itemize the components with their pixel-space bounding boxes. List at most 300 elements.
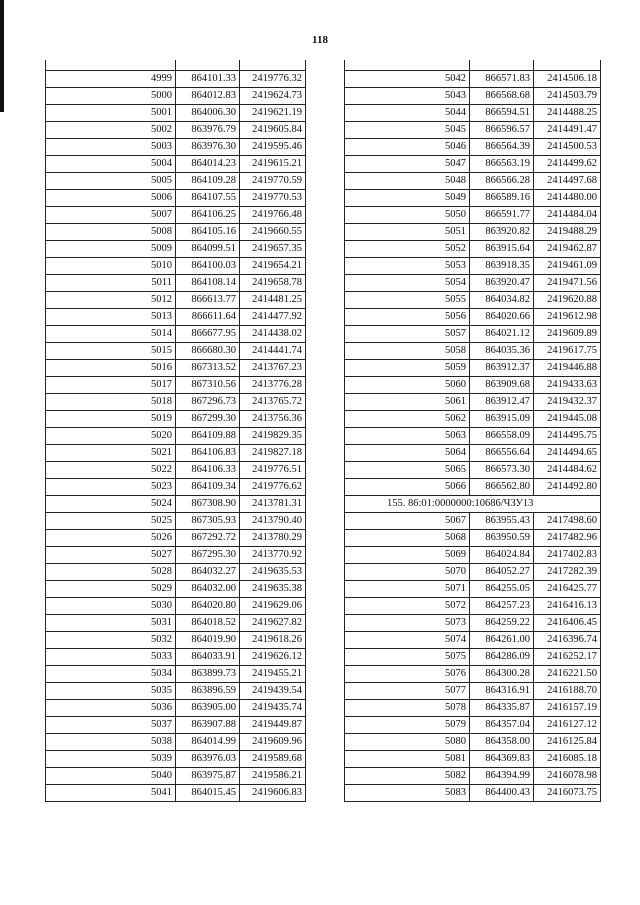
point-number-cell: 5007	[46, 207, 176, 224]
y-coordinate-cell: 2416221.50	[534, 666, 601, 683]
x-coordinate-cell: 864035.36	[470, 343, 534, 360]
table-row	[345, 88, 601, 105]
table-row	[345, 309, 601, 326]
y-coordinate-cell: 2413767.23	[240, 360, 306, 377]
table-row	[46, 258, 306, 275]
point-number-cell: 5022	[46, 462, 176, 479]
table-row	[46, 156, 306, 173]
table-row	[46, 190, 306, 207]
y-coordinate-cell: 2419462.87	[534, 241, 601, 258]
y-coordinate-cell: 2416078.98	[534, 768, 601, 785]
x-coordinate-cell: 864014.99	[176, 734, 240, 751]
point-number-cell: 5064	[345, 445, 470, 462]
table-row	[345, 751, 601, 768]
point-number-cell: 5082	[345, 768, 470, 785]
x-coordinate-cell: 864369.83	[470, 751, 534, 768]
table-row	[345, 513, 601, 530]
point-number-cell: 5072	[345, 598, 470, 615]
table-row	[345, 122, 601, 139]
y-coordinate-cell: 2419612.98	[534, 309, 601, 326]
point-number-cell: 5059	[345, 360, 470, 377]
point-number-cell: 5078	[345, 700, 470, 717]
x-coordinate-cell: 863915.64	[470, 241, 534, 258]
x-coordinate-cell: 866564.39	[470, 139, 534, 156]
page-number: 118	[312, 34, 328, 46]
y-coordinate-cell: 2414500.53	[534, 139, 601, 156]
y-coordinate-cell: 2419621.19	[240, 105, 306, 122]
x-coordinate-cell: 864018.52	[176, 615, 240, 632]
point-number-cell: 5037	[46, 717, 176, 734]
table-row	[46, 632, 306, 649]
point-number-cell: 5055	[345, 292, 470, 309]
table-row	[345, 71, 601, 88]
y-coordinate-cell: 2419461.09	[534, 258, 601, 275]
y-coordinate-cell: 2414495.75	[534, 428, 601, 445]
x-coordinate-cell: 863950.59	[470, 530, 534, 547]
x-coordinate-cell: 864107.55	[176, 190, 240, 207]
table-row	[46, 700, 306, 717]
x-coordinate-cell: 864335.87	[470, 700, 534, 717]
table-row	[345, 530, 601, 547]
point-number-cell: 5058	[345, 343, 470, 360]
point-number-cell: 5029	[46, 581, 176, 598]
x-coordinate-cell: 866566.28	[470, 173, 534, 190]
x-coordinate-cell: 864033.91	[176, 649, 240, 666]
table-row	[345, 377, 601, 394]
x-coordinate-cell: 863915.09	[470, 411, 534, 428]
point-number-cell: 5036	[46, 700, 176, 717]
y-coordinate-cell: 2417402.83	[534, 547, 601, 564]
x-coordinate-cell: 866573.30	[470, 462, 534, 479]
x-coordinate-cell: 866589.16	[470, 190, 534, 207]
point-number-cell: 5066	[345, 479, 470, 496]
x-coordinate-cell: 864012.83	[176, 88, 240, 105]
table-row	[46, 496, 306, 513]
point-number-cell: 5042	[345, 71, 470, 88]
point-number-cell: 5026	[46, 530, 176, 547]
table-row	[46, 717, 306, 734]
point-number-cell: 5008	[46, 224, 176, 241]
table-row	[345, 394, 601, 411]
y-coordinate-cell: 2413776.28	[240, 377, 306, 394]
y-coordinate-cell: 2414492.80	[534, 479, 601, 496]
table-row	[46, 768, 306, 785]
x-coordinate-cell: 864032.00	[176, 581, 240, 598]
point-number-cell: 5028	[46, 564, 176, 581]
point-number-cell: 5074	[345, 632, 470, 649]
y-coordinate-cell: 2414480.00	[534, 190, 601, 207]
table-row	[46, 513, 306, 530]
x-coordinate-cell: 863905.00	[176, 700, 240, 717]
y-coordinate-cell: 2419617.75	[534, 343, 601, 360]
point-number-cell: 4999	[46, 71, 176, 88]
x-coordinate-cell: 864105.16	[176, 224, 240, 241]
y-coordinate-cell: 2413770.92	[240, 547, 306, 564]
x-coordinate-cell: 863912.37	[470, 360, 534, 377]
y-coordinate-cell: 2417282.39	[534, 564, 601, 581]
point-number-cell: 5063	[345, 428, 470, 445]
y-coordinate-cell: 2419488.29	[534, 224, 601, 241]
x-coordinate-cell: 863920.47	[470, 275, 534, 292]
x-coordinate-cell: 864052.27	[470, 564, 534, 581]
y-coordinate-cell: 2419658.78	[240, 275, 306, 292]
point-number-cell: 5046	[345, 139, 470, 156]
table-row	[345, 360, 601, 377]
x-coordinate-cell: 866562.80	[470, 479, 534, 496]
y-coordinate-cell: 2414497.68	[534, 173, 601, 190]
point-number-cell: 5018	[46, 394, 176, 411]
table-row	[46, 530, 306, 547]
y-coordinate-cell: 2414488.25	[534, 105, 601, 122]
point-number-cell: 5020	[46, 428, 176, 445]
table-row	[345, 224, 601, 241]
x-coordinate-cell: 863976.79	[176, 122, 240, 139]
table-top-gap	[345, 60, 601, 71]
x-coordinate-cell: 867296.73	[176, 394, 240, 411]
y-coordinate-cell: 2419627.82	[240, 615, 306, 632]
x-coordinate-cell: 864101.33	[176, 71, 240, 88]
x-coordinate-cell: 864316.91	[470, 683, 534, 700]
y-coordinate-cell: 2414481.25	[240, 292, 306, 309]
y-coordinate-cell: 2413756.36	[240, 411, 306, 428]
table-row	[46, 581, 306, 598]
y-coordinate-cell: 2416425.77	[534, 581, 601, 598]
x-coordinate-cell: 863912.47	[470, 394, 534, 411]
point-number-cell: 5054	[345, 275, 470, 292]
y-coordinate-cell: 2416396.74	[534, 632, 601, 649]
y-coordinate-cell: 2416157.19	[534, 700, 601, 717]
x-coordinate-cell: 866613.77	[176, 292, 240, 309]
y-coordinate-cell: 2414484.04	[534, 207, 601, 224]
y-coordinate-cell: 2416252.17	[534, 649, 601, 666]
x-coordinate-cell: 864109.34	[176, 479, 240, 496]
y-coordinate-cell: 2419439.54	[240, 683, 306, 700]
point-number-cell: 5053	[345, 258, 470, 275]
point-number-cell: 5006	[46, 190, 176, 207]
x-coordinate-cell: 864024.84	[470, 547, 534, 564]
table-row	[46, 394, 306, 411]
x-coordinate-cell: 864109.88	[176, 428, 240, 445]
x-coordinate-cell: 864021.12	[470, 326, 534, 343]
point-number-cell: 5080	[345, 734, 470, 751]
y-coordinate-cell: 2414477.92	[240, 309, 306, 326]
point-number-cell: 5071	[345, 581, 470, 598]
y-coordinate-cell: 2413781.31	[240, 496, 306, 513]
table-row	[46, 139, 306, 156]
point-number-cell: 5031	[46, 615, 176, 632]
section-header: 155. 86:01:0000000:10686/ЧЗУ13	[345, 496, 601, 513]
x-coordinate-cell: 866568.68	[470, 88, 534, 105]
x-coordinate-cell: 864255.05	[470, 581, 534, 598]
x-coordinate-cell: 864400.43	[470, 785, 534, 802]
y-coordinate-cell: 2419449.87	[240, 717, 306, 734]
y-coordinate-cell: 2413765.72	[240, 394, 306, 411]
x-coordinate-cell: 866558.09	[470, 428, 534, 445]
x-coordinate-cell: 867308.90	[176, 496, 240, 513]
point-number-cell: 5013	[46, 309, 176, 326]
point-number-cell: 5035	[46, 683, 176, 700]
y-coordinate-cell: 2417498.60	[534, 513, 601, 530]
x-coordinate-cell: 864109.28	[176, 173, 240, 190]
point-number-cell: 5038	[46, 734, 176, 751]
y-coordinate-cell: 2419586.21	[240, 768, 306, 785]
x-coordinate-cell: 863909.68	[470, 377, 534, 394]
x-coordinate-cell: 866556.64	[470, 445, 534, 462]
x-coordinate-cell: 866680.30	[176, 343, 240, 360]
y-coordinate-cell: 2414506.18	[534, 71, 601, 88]
x-coordinate-cell: 864032.27	[176, 564, 240, 581]
point-number-cell: 5057	[345, 326, 470, 343]
point-number-cell: 5044	[345, 105, 470, 122]
table-row	[345, 700, 601, 717]
coordinates-table-right	[344, 60, 601, 802]
y-coordinate-cell: 2419609.89	[534, 326, 601, 343]
point-number-cell: 5049	[345, 190, 470, 207]
scan-edge-mark	[0, 0, 4, 112]
table-row	[345, 615, 601, 632]
x-coordinate-cell: 864034.82	[470, 292, 534, 309]
y-coordinate-cell: 2416127.12	[534, 717, 601, 734]
table-row	[345, 156, 601, 173]
table-row	[345, 768, 601, 785]
x-coordinate-cell: 864100.03	[176, 258, 240, 275]
x-coordinate-cell: 864300.28	[470, 666, 534, 683]
table-row	[46, 326, 306, 343]
y-coordinate-cell: 2413780.29	[240, 530, 306, 547]
y-coordinate-cell: 2414503.79	[534, 88, 601, 105]
table-row	[46, 683, 306, 700]
x-coordinate-cell: 863955.43	[470, 513, 534, 530]
point-number-cell: 5015	[46, 343, 176, 360]
x-coordinate-cell: 864257.23	[470, 598, 534, 615]
point-number-cell: 5045	[345, 122, 470, 139]
point-number-cell: 5030	[46, 598, 176, 615]
table-row	[46, 445, 306, 462]
coordinates-table-left	[45, 60, 306, 802]
x-coordinate-cell: 864261.00	[470, 632, 534, 649]
table-row	[345, 343, 601, 360]
point-number-cell: 5070	[345, 564, 470, 581]
table-row	[345, 258, 601, 275]
y-coordinate-cell: 2419660.55	[240, 224, 306, 241]
point-number-cell: 5067	[345, 513, 470, 530]
table-row	[46, 241, 306, 258]
x-coordinate-cell: 866591.77	[470, 207, 534, 224]
table-row	[345, 326, 601, 343]
point-number-cell: 5033	[46, 649, 176, 666]
table-row	[46, 377, 306, 394]
table-row	[46, 547, 306, 564]
x-coordinate-cell: 863918.35	[470, 258, 534, 275]
x-coordinate-cell: 867305.93	[176, 513, 240, 530]
y-coordinate-cell: 2419770.59	[240, 173, 306, 190]
point-number-cell: 5001	[46, 105, 176, 122]
table-row	[46, 173, 306, 190]
x-coordinate-cell: 867292.72	[176, 530, 240, 547]
x-coordinate-cell: 864015.45	[176, 785, 240, 802]
y-coordinate-cell: 2414441.74	[240, 343, 306, 360]
table-row	[46, 428, 306, 445]
point-number-cell: 5077	[345, 683, 470, 700]
y-coordinate-cell: 2419433.63	[534, 377, 601, 394]
y-coordinate-cell: 2419446.88	[534, 360, 601, 377]
table-row	[46, 122, 306, 139]
point-number-cell: 5023	[46, 479, 176, 496]
point-number-cell: 5025	[46, 513, 176, 530]
table-row	[46, 751, 306, 768]
table-row	[345, 666, 601, 683]
point-number-cell: 5051	[345, 224, 470, 241]
x-coordinate-cell: 863907.88	[176, 717, 240, 734]
y-coordinate-cell: 2419654.21	[240, 258, 306, 275]
point-number-cell: 5040	[46, 768, 176, 785]
point-number-cell: 5048	[345, 173, 470, 190]
x-coordinate-cell: 866596.57	[470, 122, 534, 139]
point-number-cell: 5069	[345, 547, 470, 564]
x-coordinate-cell: 867295.30	[176, 547, 240, 564]
table-row	[345, 632, 601, 649]
point-number-cell: 5081	[345, 751, 470, 768]
point-number-cell: 5083	[345, 785, 470, 802]
y-coordinate-cell: 2419624.73	[240, 88, 306, 105]
table-row	[345, 292, 601, 309]
y-coordinate-cell: 2419770.53	[240, 190, 306, 207]
y-coordinate-cell: 2416406.45	[534, 615, 601, 632]
y-coordinate-cell: 2419432.37	[534, 394, 601, 411]
y-coordinate-cell: 2419635.53	[240, 564, 306, 581]
point-number-cell: 5076	[345, 666, 470, 683]
x-coordinate-cell: 864006.30	[176, 105, 240, 122]
table-row	[345, 479, 601, 496]
y-coordinate-cell: 2419605.84	[240, 122, 306, 139]
point-number-cell: 5061	[345, 394, 470, 411]
x-coordinate-cell: 863920.82	[470, 224, 534, 241]
y-coordinate-cell: 2419635.38	[240, 581, 306, 598]
y-coordinate-cell: 2419776.51	[240, 462, 306, 479]
point-number-cell: 5027	[46, 547, 176, 564]
x-coordinate-cell: 864394.99	[470, 768, 534, 785]
y-coordinate-cell: 2416085.18	[534, 751, 601, 768]
x-coordinate-cell: 864106.33	[176, 462, 240, 479]
x-coordinate-cell: 866571.83	[470, 71, 534, 88]
point-number-cell: 5075	[345, 649, 470, 666]
x-coordinate-cell: 864106.83	[176, 445, 240, 462]
table-row	[345, 173, 601, 190]
point-number-cell: 5024	[46, 496, 176, 513]
y-coordinate-cell: 2416073.75	[534, 785, 601, 802]
y-coordinate-cell: 2419609.96	[240, 734, 306, 751]
x-coordinate-cell: 864358.00	[470, 734, 534, 751]
x-coordinate-cell: 866594.51	[470, 105, 534, 122]
table-row	[46, 309, 306, 326]
point-number-cell: 5039	[46, 751, 176, 768]
table-row	[46, 649, 306, 666]
table-row	[46, 360, 306, 377]
y-coordinate-cell: 2419827.18	[240, 445, 306, 462]
y-coordinate-cell: 2419455.21	[240, 666, 306, 683]
table-row	[345, 462, 601, 479]
y-coordinate-cell: 2416416.13	[534, 598, 601, 615]
table-row	[46, 71, 306, 88]
y-coordinate-cell: 2417482.96	[534, 530, 601, 547]
table-row	[345, 649, 601, 666]
table-row	[345, 547, 601, 564]
point-number-cell: 5012	[46, 292, 176, 309]
table-row	[46, 292, 306, 309]
y-coordinate-cell: 2419435.74	[240, 700, 306, 717]
point-number-cell: 5014	[46, 326, 176, 343]
x-coordinate-cell: 867313.52	[176, 360, 240, 377]
table-row	[345, 207, 601, 224]
table-row	[46, 615, 306, 632]
point-number-cell: 5004	[46, 156, 176, 173]
y-coordinate-cell: 2419626.12	[240, 649, 306, 666]
y-coordinate-cell: 2416125.84	[534, 734, 601, 751]
point-number-cell: 5056	[345, 309, 470, 326]
point-number-cell: 5000	[46, 88, 176, 105]
point-number-cell: 5016	[46, 360, 176, 377]
point-number-cell: 5068	[345, 530, 470, 547]
point-number-cell: 5002	[46, 122, 176, 139]
y-coordinate-cell: 2419629.06	[240, 598, 306, 615]
table-row	[345, 785, 601, 802]
table-row	[46, 343, 306, 360]
y-coordinate-cell: 2419776.32	[240, 71, 306, 88]
y-coordinate-cell: 2419589.68	[240, 751, 306, 768]
y-coordinate-cell: 2414438.02	[240, 326, 306, 343]
table-row	[46, 411, 306, 428]
table-row	[345, 734, 601, 751]
y-coordinate-cell: 2419606.83	[240, 785, 306, 802]
x-coordinate-cell: 864014.23	[176, 156, 240, 173]
table-row	[46, 462, 306, 479]
y-coordinate-cell: 2419620.88	[534, 292, 601, 309]
y-coordinate-cell: 2419657.35	[240, 241, 306, 258]
point-number-cell: 5043	[345, 88, 470, 105]
y-coordinate-cell: 2419618.26	[240, 632, 306, 649]
point-number-cell: 5079	[345, 717, 470, 734]
table-row	[46, 105, 306, 122]
table-row	[345, 717, 601, 734]
x-coordinate-cell: 864020.66	[470, 309, 534, 326]
x-coordinate-cell: 867310.56	[176, 377, 240, 394]
point-number-cell: 5060	[345, 377, 470, 394]
table-row	[345, 581, 601, 598]
table-row	[46, 666, 306, 683]
table-row	[345, 411, 601, 428]
table-row	[46, 785, 306, 802]
table-row	[345, 564, 601, 581]
point-number-cell: 5062	[345, 411, 470, 428]
table-row	[345, 428, 601, 445]
x-coordinate-cell: 863976.03	[176, 751, 240, 768]
x-coordinate-cell: 866677.95	[176, 326, 240, 343]
x-coordinate-cell: 864286.09	[470, 649, 534, 666]
point-number-cell: 5003	[46, 139, 176, 156]
y-coordinate-cell: 2414491.47	[534, 122, 601, 139]
point-number-cell: 5009	[46, 241, 176, 258]
x-coordinate-cell: 864259.22	[470, 615, 534, 632]
table-row	[345, 241, 601, 258]
table-row	[46, 734, 306, 751]
y-coordinate-cell: 2419766.48	[240, 207, 306, 224]
point-number-cell: 5065	[345, 462, 470, 479]
table-top-gap	[46, 60, 306, 71]
table-row	[345, 598, 601, 615]
table-row	[46, 598, 306, 615]
x-coordinate-cell: 866611.64	[176, 309, 240, 326]
y-coordinate-cell: 2419776.62	[240, 479, 306, 496]
